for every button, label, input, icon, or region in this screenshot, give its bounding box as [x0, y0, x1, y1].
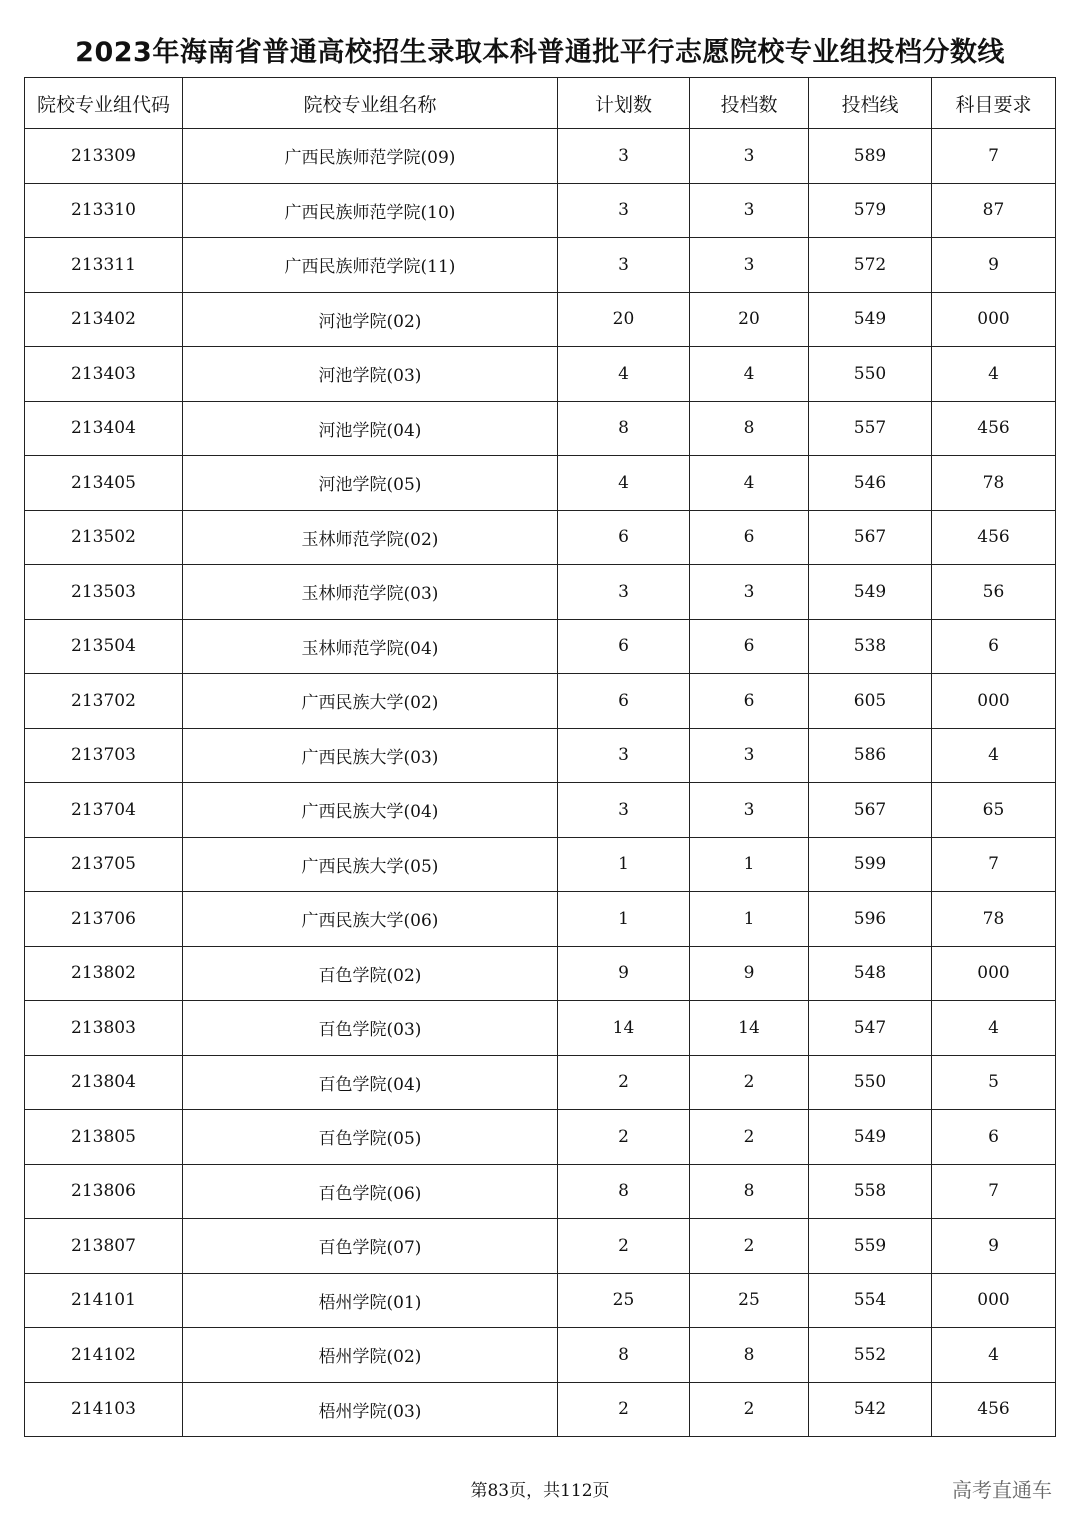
table-row	[25, 1382, 1056, 1437]
cell-code: 213704	[25, 783, 183, 838]
cell-score-line: 554	[809, 1273, 932, 1328]
cell-subject-req: 7	[932, 129, 1056, 184]
cell-name: 玉林师范学院(03)	[183, 565, 558, 620]
cell-code: 213311	[25, 238, 183, 293]
cell-plan: 3	[558, 565, 690, 620]
cell-score-line: 599	[809, 837, 932, 892]
cell-subject-req: 456	[932, 510, 1056, 565]
cell-name: 百色学院(05)	[183, 1110, 558, 1165]
cell-admitted: 9	[690, 946, 809, 1001]
table-row	[25, 1055, 1056, 1110]
cell-code: 213403	[25, 347, 183, 402]
cell-subject-req: 65	[932, 783, 1056, 838]
cell-admitted: 25	[690, 1273, 809, 1328]
cell-plan: 8	[558, 1164, 690, 1219]
table-row	[25, 892, 1056, 947]
cell-score-line: 549	[809, 292, 932, 347]
table-row	[25, 674, 1056, 729]
cell-plan: 3	[558, 783, 690, 838]
cell-subject-req: 87	[932, 183, 1056, 238]
cell-plan: 6	[558, 674, 690, 729]
table-row	[25, 183, 1056, 238]
cell-plan: 14	[558, 1001, 690, 1056]
cell-plan: 6	[558, 510, 690, 565]
cell-subject-req: 4	[932, 347, 1056, 402]
cell-name: 广西民族大学(04)	[183, 783, 558, 838]
cell-score-line: 538	[809, 619, 932, 674]
cell-score-line: 589	[809, 129, 932, 184]
cell-score-line: 552	[809, 1328, 932, 1383]
cell-admitted: 6	[690, 619, 809, 674]
cell-code: 213404	[25, 401, 183, 456]
cell-admitted: 3	[690, 565, 809, 620]
cell-admitted: 3	[690, 783, 809, 838]
cell-subject-req: 000	[932, 674, 1056, 729]
cell-code: 213502	[25, 510, 183, 565]
cell-name: 百色学院(02)	[183, 946, 558, 1001]
cell-plan: 2	[558, 1219, 690, 1274]
cell-subject-req: 9	[932, 238, 1056, 293]
table-row	[25, 1001, 1056, 1056]
cell-name: 广西民族师范学院(10)	[183, 183, 558, 238]
cell-subject-req: 456	[932, 1382, 1056, 1437]
table-row	[25, 783, 1056, 838]
header-name: 院校专业组名称	[183, 78, 558, 129]
cell-score-line: 567	[809, 510, 932, 565]
watermark: 高考直通车	[952, 1478, 1052, 1502]
table-row	[25, 565, 1056, 620]
cell-name: 梧州学院(03)	[183, 1382, 558, 1437]
cell-plan: 20	[558, 292, 690, 347]
cell-admitted: 4	[690, 347, 809, 402]
cell-plan: 1	[558, 892, 690, 947]
cell-code: 213805	[25, 1110, 183, 1165]
cell-admitted: 20	[690, 292, 809, 347]
cell-code: 213804	[25, 1055, 183, 1110]
table-row	[25, 1219, 1056, 1274]
cell-code: 213504	[25, 619, 183, 674]
cell-score-line: 559	[809, 1219, 932, 1274]
cell-name: 河池学院(04)	[183, 401, 558, 456]
cell-score-line: 550	[809, 347, 932, 402]
cell-score-line: 572	[809, 238, 932, 293]
cell-plan: 3	[558, 129, 690, 184]
table-row	[25, 1110, 1056, 1165]
cell-subject-req: 78	[932, 456, 1056, 511]
cell-score-line: 567	[809, 783, 932, 838]
cell-code: 213807	[25, 1219, 183, 1274]
cell-score-line: 550	[809, 1055, 932, 1110]
cell-subject-req: 6	[932, 1110, 1056, 1165]
cell-name: 梧州学院(02)	[183, 1328, 558, 1383]
cell-admitted: 8	[690, 1164, 809, 1219]
cell-admitted: 6	[690, 510, 809, 565]
cell-score-line: 549	[809, 1110, 932, 1165]
cell-name: 广西民族师范学院(11)	[183, 238, 558, 293]
cell-plan: 3	[558, 238, 690, 293]
cell-name: 百色学院(03)	[183, 1001, 558, 1056]
cell-admitted: 8	[690, 1328, 809, 1383]
cell-score-line: 596	[809, 892, 932, 947]
table-row	[25, 401, 1056, 456]
cell-code: 213705	[25, 837, 183, 892]
cell-code: 213706	[25, 892, 183, 947]
cell-admitted: 1	[690, 837, 809, 892]
header-code: 院校专业组代码	[25, 78, 183, 129]
cell-score-line: 558	[809, 1164, 932, 1219]
cell-plan: 6	[558, 619, 690, 674]
cell-subject-req: 78	[932, 892, 1056, 947]
cell-code: 213310	[25, 183, 183, 238]
cell-subject-req: 7	[932, 837, 1056, 892]
cell-admitted: 1	[690, 892, 809, 947]
table-row	[25, 129, 1056, 184]
header-score-line: 投档线	[809, 78, 932, 129]
table-row	[25, 1273, 1056, 1328]
cell-admitted: 3	[690, 238, 809, 293]
cell-name: 广西民族大学(02)	[183, 674, 558, 729]
table-row	[25, 238, 1056, 293]
cell-score-line: 548	[809, 946, 932, 1001]
cell-admitted: 14	[690, 1001, 809, 1056]
cell-code: 213405	[25, 456, 183, 511]
table-row	[25, 946, 1056, 1001]
cell-code: 214102	[25, 1328, 183, 1383]
cell-plan: 2	[558, 1055, 690, 1110]
cell-admitted: 3	[690, 129, 809, 184]
cell-plan: 3	[558, 728, 690, 783]
cell-subject-req: 4	[932, 728, 1056, 783]
cell-admitted: 2	[690, 1382, 809, 1437]
cell-admitted: 2	[690, 1110, 809, 1165]
cell-plan: 4	[558, 456, 690, 511]
cell-code: 213402	[25, 292, 183, 347]
cell-score-line: 605	[809, 674, 932, 729]
cell-plan: 2	[558, 1382, 690, 1437]
cell-score-line: 557	[809, 401, 932, 456]
cell-admitted: 4	[690, 456, 809, 511]
cell-subject-req: 9	[932, 1219, 1056, 1274]
cell-subject-req: 4	[932, 1001, 1056, 1056]
cell-subject-req: 456	[932, 401, 1056, 456]
cell-code: 213802	[25, 946, 183, 1001]
cell-admitted: 3	[690, 183, 809, 238]
table-row	[25, 619, 1056, 674]
cell-score-line: 579	[809, 183, 932, 238]
cell-name: 广西民族大学(03)	[183, 728, 558, 783]
cell-plan: 8	[558, 401, 690, 456]
cell-admitted: 2	[690, 1055, 809, 1110]
cell-name: 河池学院(03)	[183, 347, 558, 402]
cell-subject-req: 5	[932, 1055, 1056, 1110]
cell-subject-req: 000	[932, 292, 1056, 347]
table-body	[25, 129, 1056, 1437]
cell-name: 梧州学院(01)	[183, 1273, 558, 1328]
cell-plan: 3	[558, 183, 690, 238]
page-number: 第83页，共112页	[470, 1481, 610, 1501]
cell-score-line: 586	[809, 728, 932, 783]
cell-subject-req: 7	[932, 1164, 1056, 1219]
cell-plan: 2	[558, 1110, 690, 1165]
cell-score-line: 549	[809, 565, 932, 620]
cell-admitted: 6	[690, 674, 809, 729]
cell-admitted: 8	[690, 401, 809, 456]
page-title: 2023年海南省普通高校招生录取本科普通批平行志愿院校专业组投档分数线	[75, 37, 1005, 68]
cell-subject-req: 000	[932, 946, 1056, 1001]
cell-plan: 9	[558, 946, 690, 1001]
header-admitted: 投档数	[690, 78, 809, 129]
cell-name: 广西民族大学(06)	[183, 892, 558, 947]
cell-score-line: 542	[809, 1382, 932, 1437]
header-plan: 计划数	[558, 78, 690, 129]
cell-code: 214101	[25, 1273, 183, 1328]
cell-admitted: 2	[690, 1219, 809, 1274]
table-header-row	[25, 78, 1056, 129]
cell-name: 广西民族大学(05)	[183, 837, 558, 892]
cell-code: 213703	[25, 728, 183, 783]
cell-name: 玉林师范学院(02)	[183, 510, 558, 565]
table-row	[25, 728, 1056, 783]
cell-code: 213309	[25, 129, 183, 184]
cell-subject-req: 56	[932, 565, 1056, 620]
cell-code: 214103	[25, 1382, 183, 1437]
cell-code: 213806	[25, 1164, 183, 1219]
cell-plan: 25	[558, 1273, 690, 1328]
cell-subject-req: 000	[932, 1273, 1056, 1328]
score-table	[24, 77, 1056, 1437]
cell-code: 213803	[25, 1001, 183, 1056]
cell-name: 玉林师范学院(04)	[183, 619, 558, 674]
cell-name: 河池学院(02)	[183, 292, 558, 347]
cell-score-line: 547	[809, 1001, 932, 1056]
table-row	[25, 1328, 1056, 1383]
cell-plan: 8	[558, 1328, 690, 1383]
cell-name: 广西民族师范学院(09)	[183, 129, 558, 184]
cell-code: 213702	[25, 674, 183, 729]
cell-plan: 1	[558, 837, 690, 892]
table-row	[25, 292, 1056, 347]
table-row	[25, 837, 1056, 892]
cell-admitted: 3	[690, 728, 809, 783]
cell-code: 213503	[25, 565, 183, 620]
header-subject-req: 科目要求	[932, 78, 1056, 129]
cell-name: 河池学院(05)	[183, 456, 558, 511]
table-row	[25, 347, 1056, 402]
cell-subject-req: 6	[932, 619, 1056, 674]
cell-name: 百色学院(07)	[183, 1219, 558, 1274]
cell-plan: 4	[558, 347, 690, 402]
table-row	[25, 1164, 1056, 1219]
cell-score-line: 546	[809, 456, 932, 511]
table-row	[25, 456, 1056, 511]
cell-name: 百色学院(06)	[183, 1164, 558, 1219]
table-row	[25, 510, 1056, 565]
cell-name: 百色学院(04)	[183, 1055, 558, 1110]
cell-subject-req: 4	[932, 1328, 1056, 1383]
